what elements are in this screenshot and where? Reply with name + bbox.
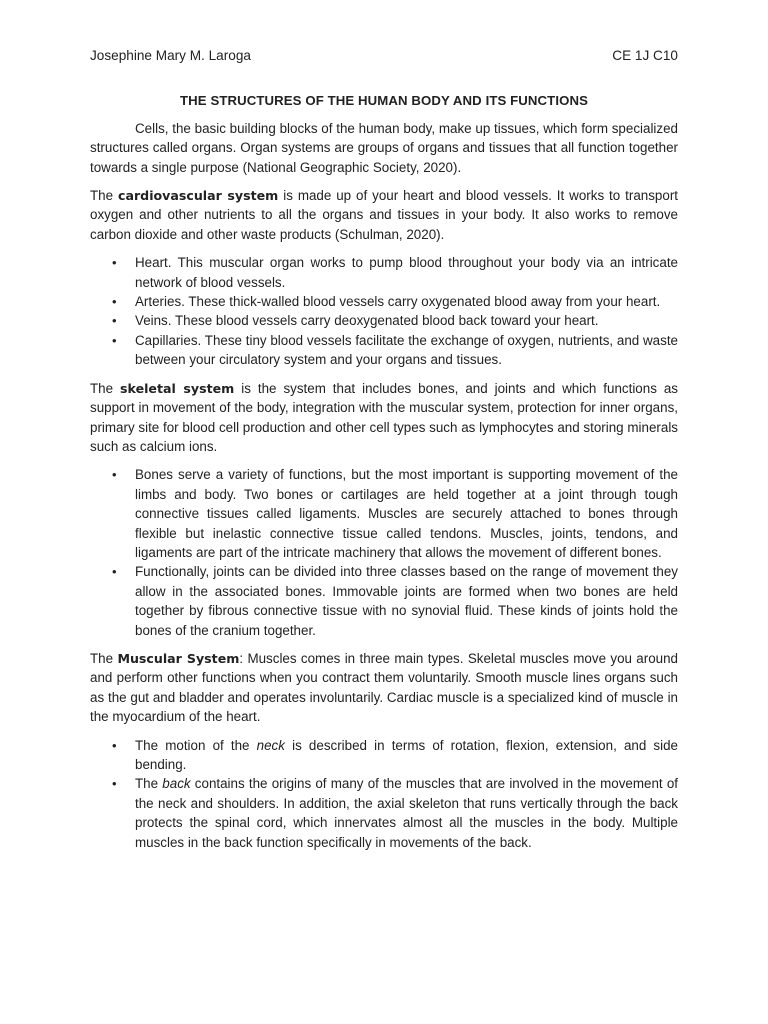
neck-post: is described in terms of rotation, flexion, extension, and side bending. [135,737,679,772]
bullet-icon: • [112,467,117,483]
list-item-text: Functionally, joints can be divided into three classes based on the range of movement they allow in the associated bones. Immovable joints are formed when two bones are held together by fibrous connective tissue with no synovial fluid. These kinds of joints hold the bones of the cranium together. [135,564,678,638]
list-item-text: Veins. These blood vessels carry deoxygenated blood back toward your heart. [135,313,599,329]
document-title: THE STRUCTURES OF THE HUMAN BODY AND ITS FUNCTIONS [180,93,588,109]
list-item-text: Heart. This muscular organ works to pump blood throughout your body via an intricate network of blood vessels. [135,255,678,290]
intro-paragraph: Cells, the basic building blocks of the human body, make up tissues, which form specialized structures called organs. Organ systems are groups of organs and tissues that all function together towards a single purpose (National Geographic Society, 2020). [90,120,678,175]
author-name: Josephine Mary M. Laroga [90,48,251,63]
list-item-text: Capillaries. These tiny blood vessels facilitate the exchange of oxygen, nutrients, and waste between your circulatory system and your organs and tissues. [135,332,678,368]
document-header [90,46,678,65]
list-item-text: Arteries. These thick-walled blood vessels carry oxygenated blood away from your heart. [135,294,661,310]
back-post: contains the origins of many of the muscles that are involved in the movement of the neck and shoulders. In addition, the axial skeleton that runs vertically through the back protects the spinal cord, which innervates almost all the muscles in the body. Multiple muscles in the back function specifically in movements of the back. [135,776,678,850]
list-item [90,562,678,640]
cardiovascular-paragraph [90,186,678,244]
list-item [90,331,678,370]
back-pre: The [135,776,163,792]
list-item [90,253,678,292]
list-item [90,736,678,775]
list-item [90,774,678,852]
list-item-text: Bones serve a variety of functions, but the most important is supporting movement of the limbs and body. Two bones or cartilages are held together at a joint through tough connective tissues called ligaments. Muscles are securely attached to bones through flexible but inelastic connective tissue called tendons. Muscles, joints, tendons, and ligaments are part of the intricate machinery that allows the movement of different bones. [135,467,678,560]
skeletal-term: skeletal system [120,380,235,396]
neck-term: neck [256,737,285,753]
cardio-lead: The [90,188,118,204]
bullet-icon: • [112,564,117,580]
muscular-lead: The [90,650,118,666]
bullet-icon: • [112,332,117,348]
muscular-paragraph [90,649,678,727]
back-term: back [162,776,191,792]
cardio-term: cardiovascular system [118,188,279,204]
course-code: CE 1J C10 [612,48,678,63]
skeletal-paragraph [90,379,678,457]
muscular-text: : Muscles comes in three main types. Skeletal muscles move you around and perform other functions when you contract them voluntarily. Smooth muscle lines organs such as the gut and bladder and operates involuntarily. Cardiac muscle is a specialized kind of muscle in the myocardium of the heart. [90,650,679,725]
document-page [90,46,678,861]
bullet-icon: • [112,313,117,329]
bullet-icon: • [112,255,117,271]
bullet-icon: • [112,776,117,792]
cardiovascular-list [90,253,678,369]
muscular-list [90,736,678,852]
skeletal-lead: The [90,380,121,396]
muscular-term: Muscular System [117,650,240,666]
list-item [90,311,678,330]
cardio-text: is made up of your heart and blood vessels. It works to transport oxygen and other nutrients to all the organs and tissues in your body. It also works to remove carbon dioxide and other waste products (Schulman, 2020). [90,188,678,242]
neck-pre: The motion of the [135,737,257,753]
skeletal-text: is the system that includes bones, and joints and which functions as support in movement of the body, integration with the muscular system, protection for inner organs, primary site for blood cell production and other cell types such as lymphocytes and storing minerals such as calcium ions. [90,380,678,454]
skeletal-list [90,465,678,640]
list-item [90,292,678,311]
list-item [90,465,678,562]
bullet-icon: • [112,294,117,310]
bullet-icon: • [112,737,117,753]
